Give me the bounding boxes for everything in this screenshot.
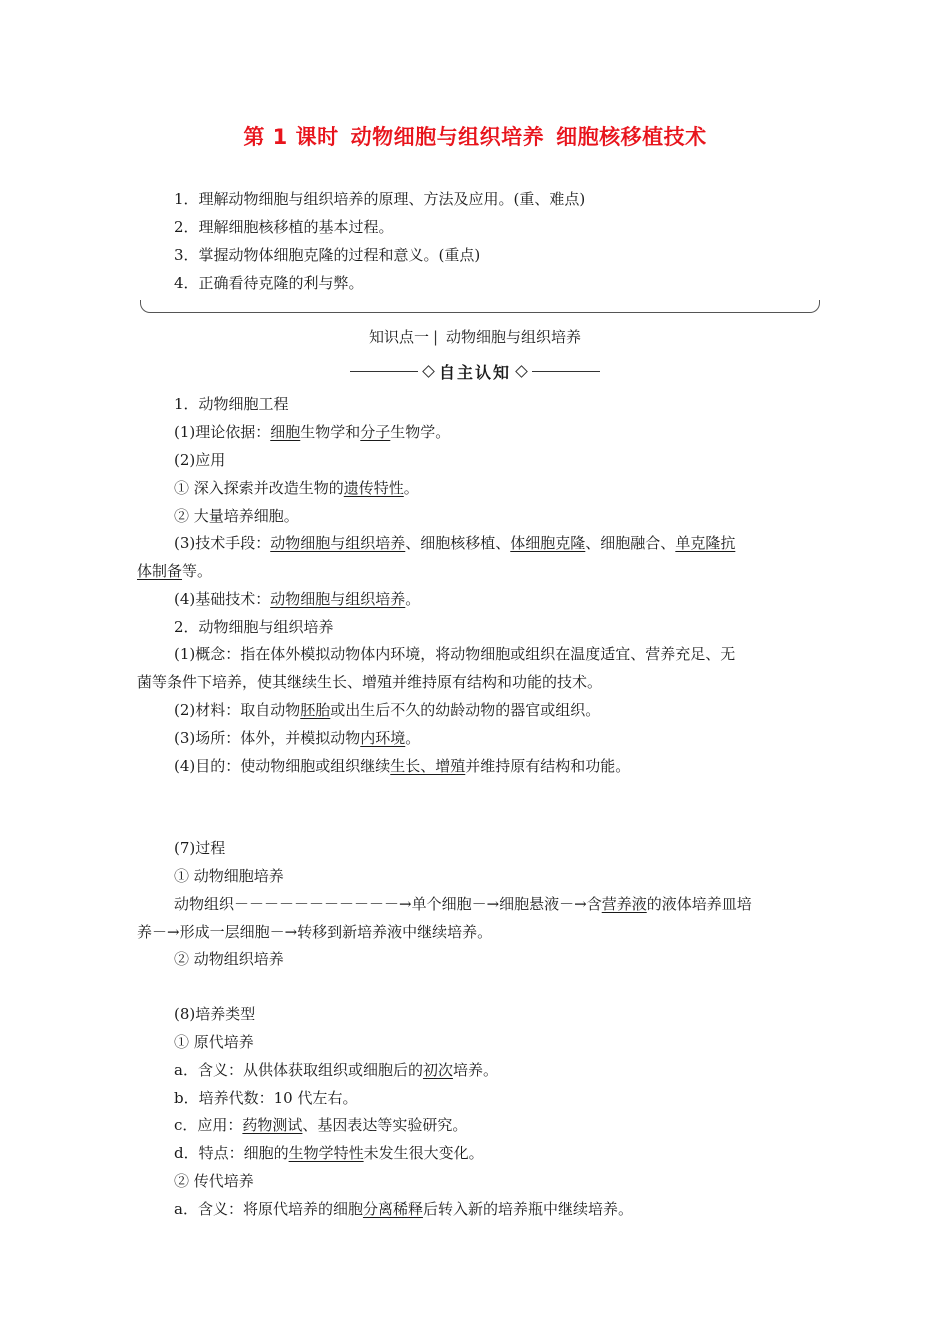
- knowledge-point-heading: 知识点一 | 动物细胞与组织培养: [368, 328, 582, 346]
- primary-application: c．应用：药物测试、基因表达等实验研究。: [174, 1116, 468, 1134]
- objective-2: 2．理解细胞核移植的基本过程。: [174, 218, 394, 236]
- process-2: ② 动物组织培养: [174, 950, 284, 968]
- process-flow-line-1: 动物组织－－－－－－－－－－－→单个细胞－→细胞悬液－→含营养液的液体培养皿培: [174, 895, 752, 913]
- heading-2: 2．动物细胞与组织培养: [174, 618, 334, 636]
- concept-line-1: (1)概念：指在体外模拟动物体内环境，将动物细胞或组织在温度适宜、营养充足、无: [174, 645, 736, 663]
- goal: (4)目的：使动物细胞或组织继续生长、增殖并维持原有结构和功能。: [174, 757, 631, 775]
- theory-basis: (1)理论依据：细胞生物学和分子生物学。: [174, 423, 451, 441]
- primary-meaning: a．含义：从供体获取组织或细胞后的初次培养。: [174, 1061, 498, 1079]
- application-heading: (2)应用: [174, 451, 226, 469]
- process-1: ① 动物细胞培养: [174, 867, 284, 885]
- diamond-icon: [515, 365, 528, 378]
- techniques-cont: 体制备等。: [137, 562, 213, 580]
- techniques: (3)技术手段：动物细胞与组织培养、细胞核移植、体细胞克隆、细胞融合、单克隆抗: [174, 534, 736, 552]
- page-title: 第 1 课时 动物细胞与组织培养 细胞核移植技术: [243, 125, 707, 149]
- objective-4: 4．正确看待克隆的利与弊。: [174, 274, 364, 292]
- diamond-icon: [422, 365, 435, 378]
- process-heading: (7)过程: [174, 839, 226, 857]
- section-header: 自主认知: [0, 360, 950, 384]
- basic-technique: (4)基础技术：动物细胞与组织培养。: [174, 590, 421, 608]
- primary-generations: b．培养代数：10 代左右。: [174, 1089, 358, 1107]
- site: (3)场所：体外，并模拟动物内环境。: [174, 729, 421, 747]
- objective-3: 3．掌握动物体细胞克隆的过程和意义。(重点): [174, 246, 481, 264]
- subculture: ② 传代培养: [174, 1172, 254, 1190]
- primary-feature: d．特点：细胞的生物学特性未发生很大变化。: [174, 1144, 484, 1162]
- subculture-meaning: a．含义：将原代培养的细胞分离稀释后转入新的培养瓶中继续培养。: [174, 1200, 633, 1218]
- concept-line-2: 菌等条件下培养，使其继续生长、增殖并维持原有结构和功能的技术。: [137, 673, 603, 691]
- culture-types-heading: (8)培养类型: [174, 1005, 256, 1023]
- primary-culture: ① 原代培养: [174, 1033, 254, 1051]
- material: (2)材料：取自动物胚胎或出生后不久的幼龄动物的器官或组织。: [174, 701, 601, 719]
- objectives-bracket: [140, 300, 820, 313]
- application-2: ② 大量培养细胞。: [174, 507, 299, 525]
- heading-1: 1．动物细胞工程: [174, 395, 289, 413]
- objective-1: 1．理解动物细胞与组织培养的原理、方法及应用。(重、难点): [174, 190, 586, 208]
- application-1: ① 深入探索并改造生物的遗传特性。: [174, 479, 419, 497]
- process-flow-line-2: 养－→形成一层细胞－→转移到新培养液中继续培养。: [137, 923, 493, 941]
